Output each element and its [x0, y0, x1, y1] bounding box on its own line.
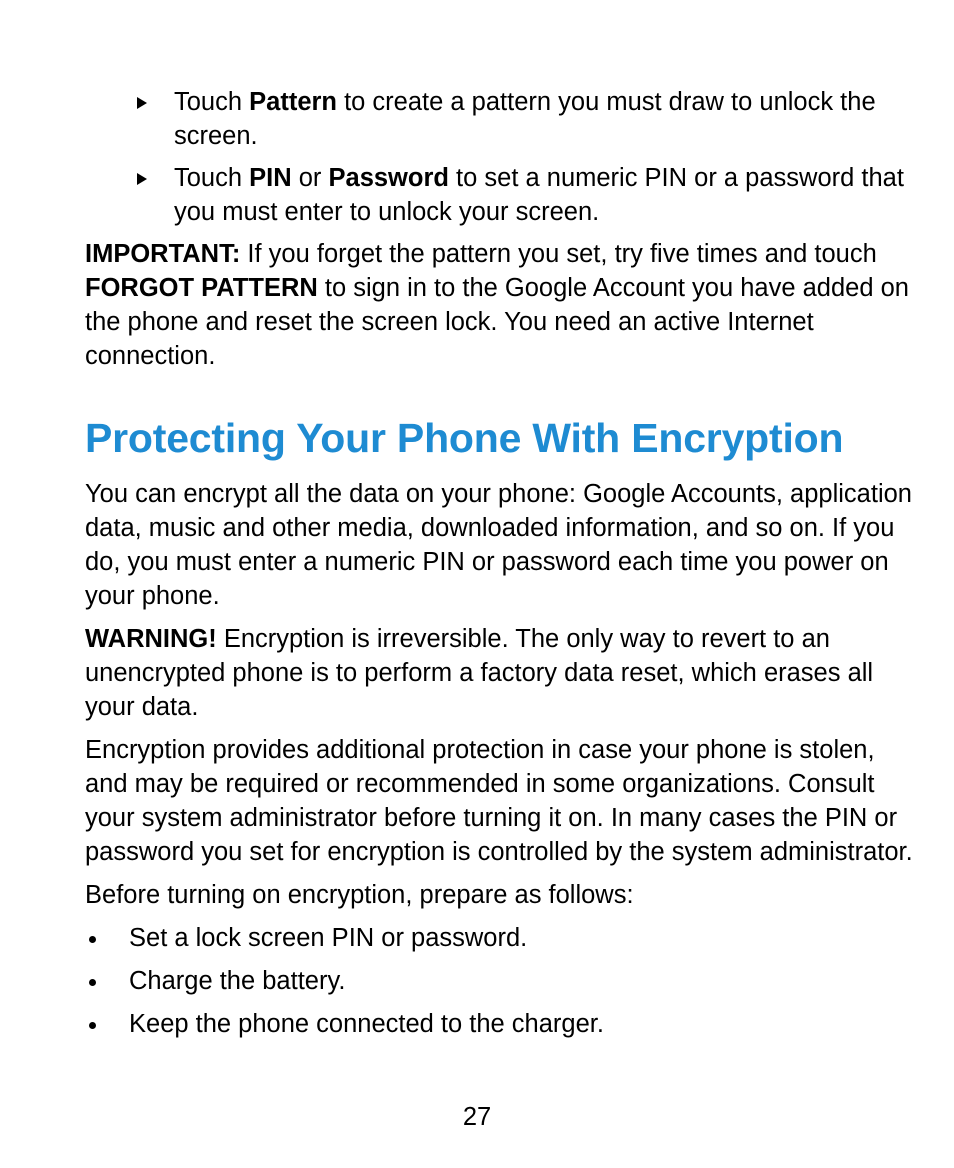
important-label: IMPORTANT: — [85, 240, 241, 268]
note-text: If you forget the pattern you set, try five times and touch — [240, 240, 877, 268]
list-item-text: Set a lock screen PIN or password. — [129, 924, 528, 952]
warning-label: WARNING! — [85, 625, 217, 653]
page-content — [85, 85, 915, 1050]
important-note — [85, 237, 915, 373]
list-item — [85, 161, 915, 229]
list-item — [85, 85, 915, 153]
prepare-paragraph: Before turning on encryption, prepare as follows: — [85, 881, 634, 909]
list-item-text: Charge the battery. — [129, 967, 346, 995]
triangle-bullet-icon — [137, 97, 147, 109]
info-paragraph: Encryption provides additional protection in case your phone is stolen, and may be required or recommended in some organizations. Consult your system administrator before turning it on. In many cases the PIN or password you set for encryption is controlled by the system administrator. — [85, 736, 913, 866]
list-item — [85, 921, 915, 955]
triangle-bullet-icon — [137, 173, 147, 185]
note-text: Encryption is irreversible. The only way to revert to an unencrypted phone is to perform a factory data reset, which erases all your data. — [85, 625, 874, 721]
warning-note — [85, 622, 915, 724]
lock-options-list — [85, 85, 915, 229]
bullet-dot-icon — [89, 1022, 96, 1029]
intro-paragraph: You can encrypt all the data on your phone: Google Accounts, application data, music and other media, downloaded information, and so on. If you do, you must enter a numeric PIN or password each time you power on your phone. — [85, 480, 912, 610]
step-bold-term: Password — [328, 164, 449, 192]
bullet-dot-icon — [89, 979, 96, 986]
list-item — [85, 964, 915, 998]
note-text: to sign in to the Google Account you have added on the phone and reset the screen lock. You need an active Internet connection. — [85, 274, 909, 370]
page-number: 27 — [462, 1103, 492, 1131]
step-text: Touch — [174, 164, 250, 192]
step-bold-term: PIN — [249, 164, 292, 192]
step-text: Touch — [174, 88, 250, 116]
forgot-pattern-term: FORGOT PATTERN — [85, 274, 318, 302]
step-text: to create a pattern you must draw to unlock the screen. — [174, 88, 876, 150]
step-text: or — [291, 164, 329, 192]
bullet-dot-icon — [89, 936, 96, 943]
section-heading: Protecting Your Phone With Encryption — [85, 415, 844, 461]
step-bold-term: Pattern — [249, 88, 337, 116]
step-text: to set a numeric PIN or a password that you must enter to unlock your screen. — [174, 164, 904, 226]
list-item — [85, 1007, 915, 1041]
prepare-list — [85, 921, 915, 1041]
list-item-text: Keep the phone connected to the charger. — [129, 1010, 604, 1038]
